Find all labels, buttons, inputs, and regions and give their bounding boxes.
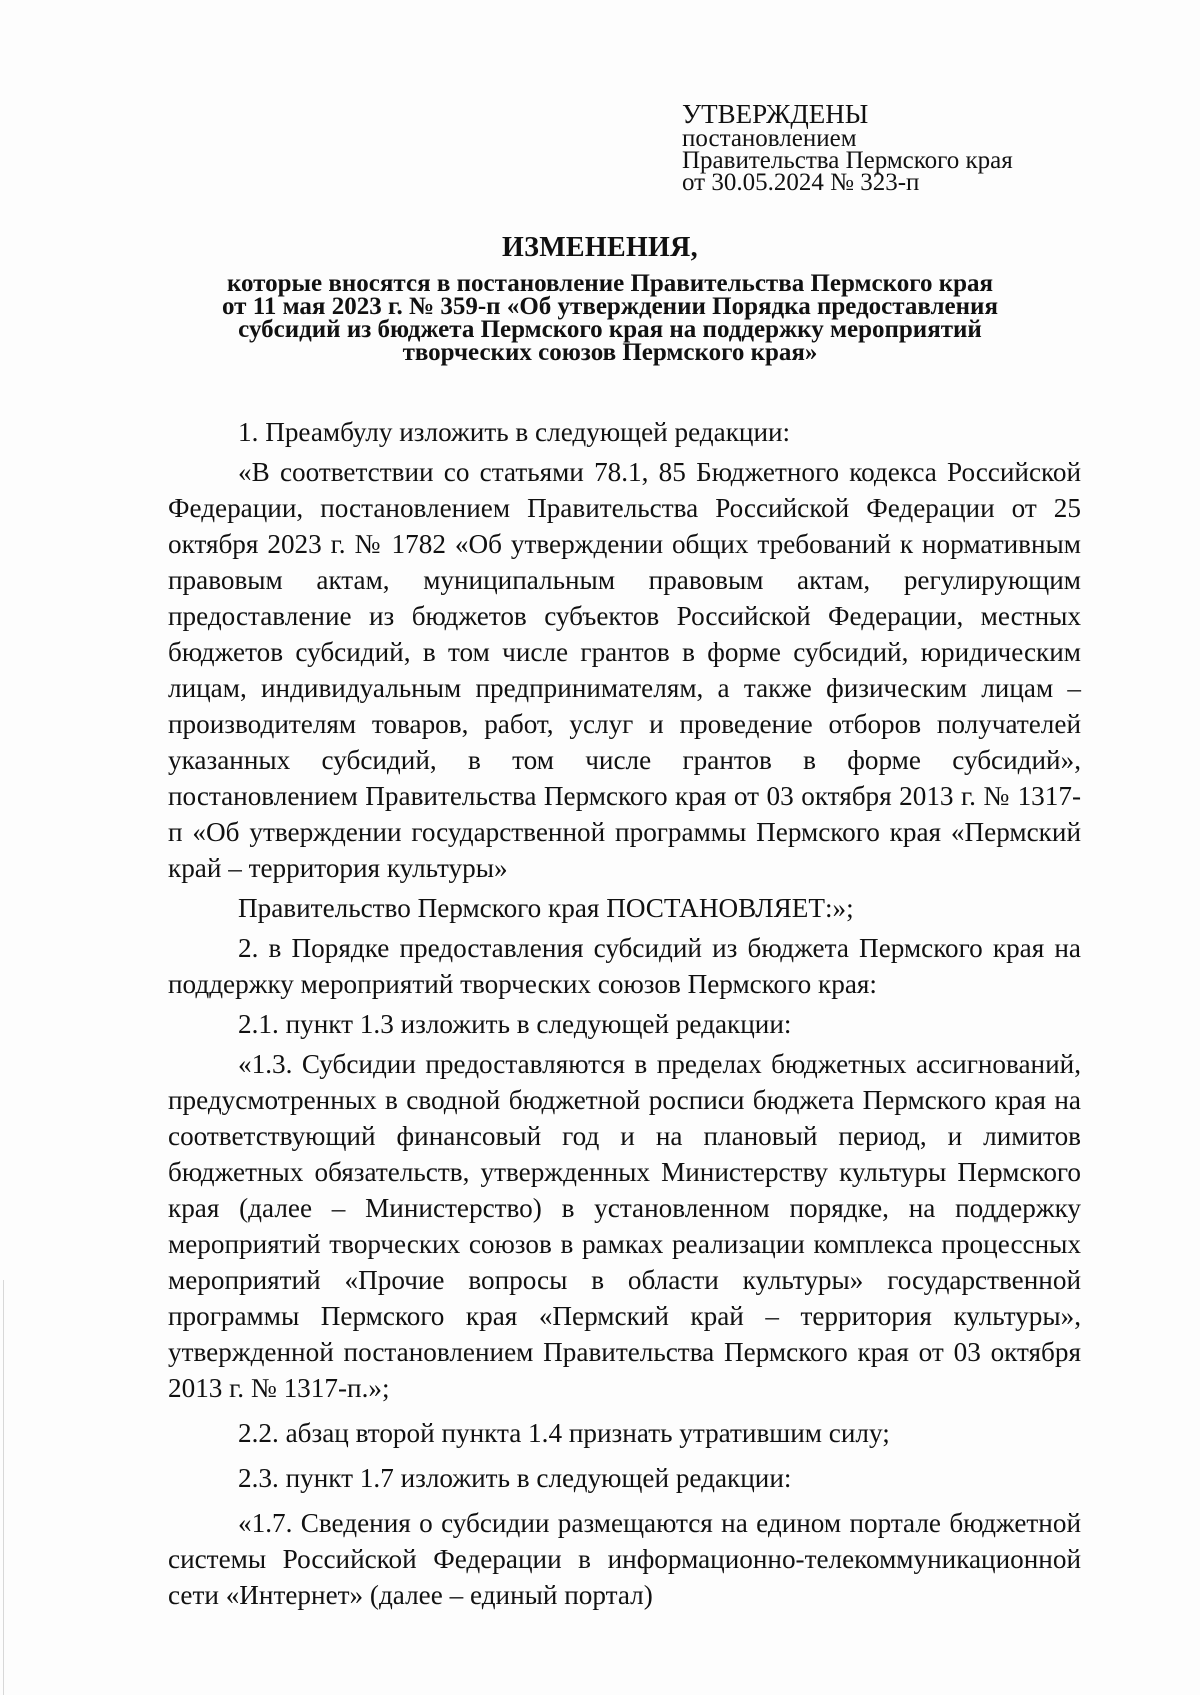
scan-edge-line	[3, 1280, 4, 1695]
approval-block	[682, 100, 1013, 194]
subtitle-line-4: творческих союзов Пермского края»	[402, 339, 818, 366]
paragraph-4: 2. в Порядке предоставления субсидий из бюджета Пермского края на поддержку мероприятий творческих союзов Пермского края:	[168, 933, 1081, 999]
paragraph-5: 2.1. пункт 1.3 изложить в следующей редакции:	[238, 1009, 792, 1039]
document-title: ИЗМЕНЕНИЯ,	[502, 232, 698, 263]
approval-heading: УТВЕРЖДЕНЫ	[682, 99, 869, 129]
subtitle-line-2: от 11 мая 2023 г. № 359-п «Об утверждении Порядка предоставления	[222, 293, 998, 320]
paragraph-7: 2.2. абзац второй пункта 1.4 признать утратившим силу;	[238, 1418, 890, 1448]
approval-line-2: Правительства Пермского края	[682, 147, 1013, 174]
subtitle-line-3: субсидий из бюджета Пермского края на поддержку мероприятий	[238, 316, 982, 343]
approval-line-1: постановлением	[682, 125, 857, 152]
paragraph-1: 1. Преамбулу изложить в следующей редакции:	[238, 417, 791, 447]
subtitle-line-1: которые вносятся в постановление Правительства Пермского края	[226, 270, 994, 297]
paragraph-8: 2.3. пункт 1.7 изложить в следующей редакции:	[238, 1463, 792, 1493]
document-body	[168, 414, 1081, 1613]
paragraph-3: Правительство Пермского края ПОСТАНОВЛЯЕТ:»;	[238, 893, 854, 923]
paragraph-9: «1.7. Сведения о субсидии размещаются на едином портале бюджетной системы Российской Федерации в информационно-телекоммуникационной сети «Интернет» (далее – единый портал)	[168, 1508, 1081, 1610]
paragraph-2: «В соответствии со статьями 78.1, 85 Бюджетного кодекса Российской Федерации, постановлением Правительства Российской Федерации от 25 октября 2023 г. № 1782 «Об утверждении общих требований к нормативным правовым актам, муниципальным правовым актам, регулирующим предоставление из бюджетов субъектов Российской Федерации, местных бюджетов субсидий, в том числе грантов в форме субсидий, юридическим лицам, индивидуальным предпринимателям, а также физическим лицам – производителям товаров, работ, услуг и проведение отборов получателей указанных субсидий, в том числе грантов в форме субсидий», постановлением Правительства Пермского края от 03 октября 2013 г. № 1317-п «Об утверждении государственной программы Пермского края «Пермский край – территория культуры»	[168, 457, 1081, 883]
approval-line-3: от 30.05.2024 № 323-п	[682, 169, 920, 196]
document-subtitle	[160, 272, 1060, 364]
paragraph-6: «1.3. Субсидии предоставляются в пределах бюджетных ассигнований, предусмотренных в сводной бюджетной росписи бюджета Пермского края на соответствующий финансовый год и на плановый период, и лимитов бюджетных обязательств, утвержденных Министерству культуры Пермского края (далее – Министерство) в установленном порядке, на поддержку мероприятий творческих союзов в рамках реализации комплекса процессных мероприятий «Прочие вопросы в области культуры» государственной программы Пермского края «Пермский край – территория культуры», утвержденной постановлением Правительства Пермского края от 03 октября 2013 г. № 1317-п.»;	[168, 1049, 1081, 1403]
